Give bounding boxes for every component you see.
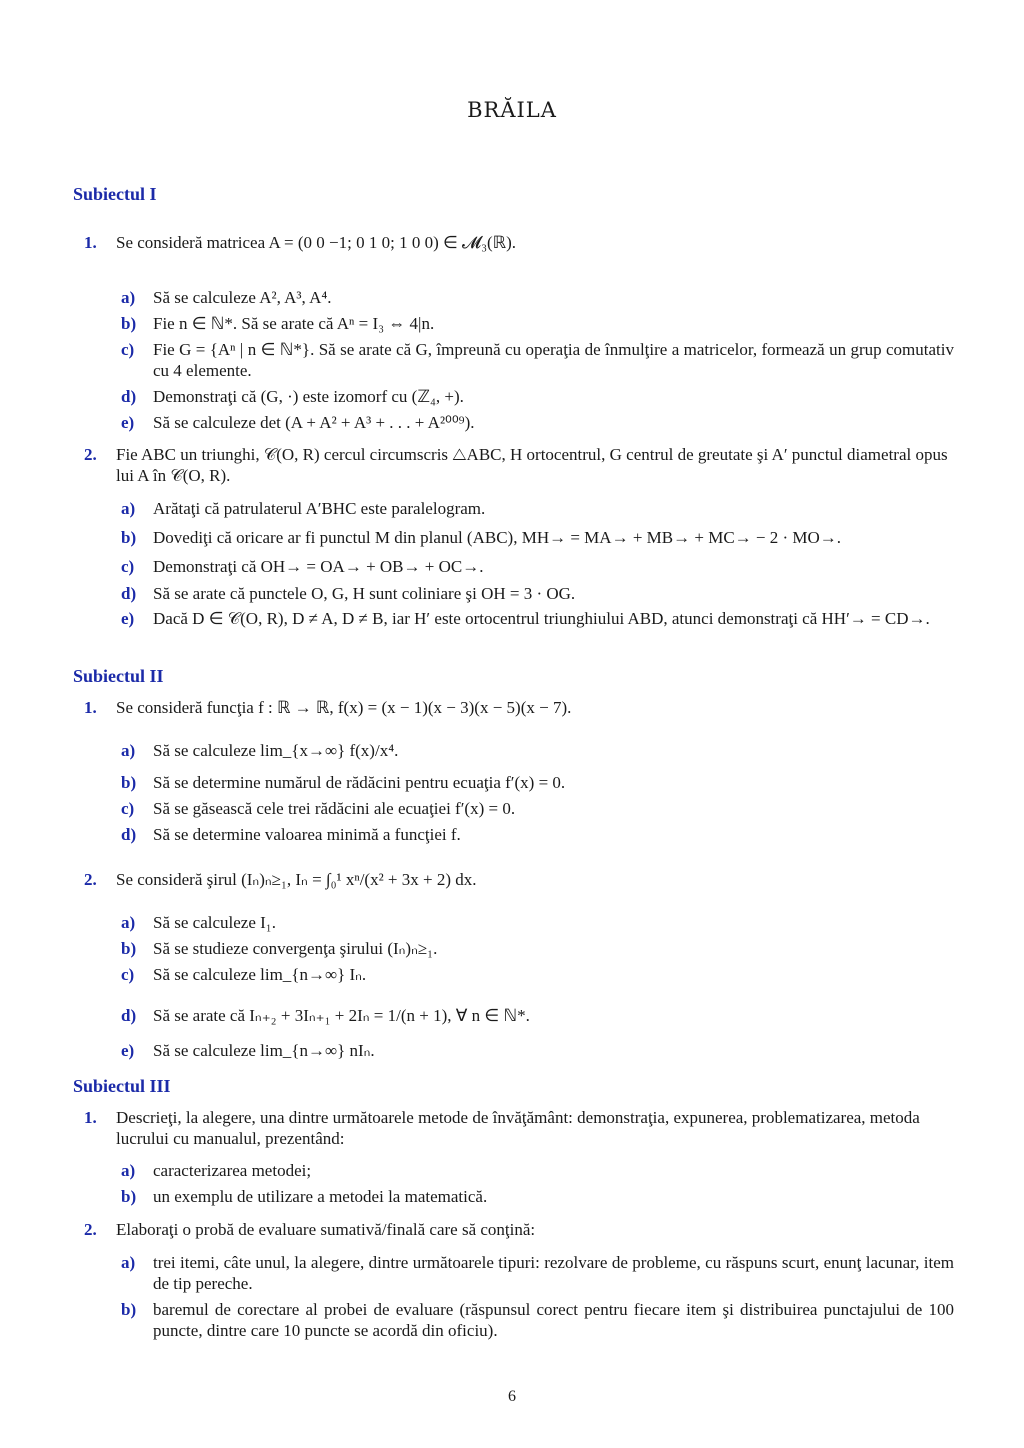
- item-text: Să se arate că punctele O, G, H sunt coliniare şi OH = 3 · OG.: [153, 584, 576, 603]
- item-label: e): [121, 413, 135, 432]
- item-label: a): [121, 1253, 136, 1272]
- list-item: [121, 412, 954, 433]
- item-text: Să se determine valoarea minimă a funcţiei f.: [153, 825, 461, 844]
- item-text: Să se calculeze I₁.: [153, 913, 276, 932]
- item-text: Arătaţi că patrulaterul A′BHC este paralelogram.: [153, 499, 486, 518]
- item-label: a): [121, 499, 136, 518]
- item-label: a): [121, 913, 136, 932]
- problem: [84, 1107, 954, 1149]
- list-item: [121, 772, 954, 793]
- item-text: trei itemi, câte unul, la alegere, dintre următoarele tipuri: rezolvare de probleme, cu răspuns scurt, enunţ lacunar, item de tip pereche.: [153, 1253, 954, 1293]
- problem-number: 2.: [84, 870, 97, 889]
- item-label: a): [121, 741, 136, 760]
- item-text: caracterizarea metodei;: [153, 1161, 312, 1180]
- item-label: d): [121, 584, 137, 603]
- list-item: [121, 1252, 954, 1294]
- item-text: Să se calculeze lim_{x→∞} f(x)/x⁴.: [153, 741, 399, 760]
- item-label: c): [121, 557, 135, 576]
- item-text: Să se calculeze lim_{n→∞} Iₙ.: [153, 965, 367, 984]
- item-label: c): [121, 340, 135, 359]
- page-title: BRĂILA: [467, 98, 557, 122]
- list-item: [121, 912, 954, 933]
- section-heading: Subiectul III: [73, 1076, 171, 1096]
- problem-text: Se consideră funcţia f : ℝ → ℝ, f(x) = (x − 1)(x − 3)(x − 5)(x − 7).: [116, 698, 572, 717]
- item-text: baremul de corectare al probei de evaluare (răspunsul corect pentru fiecare item şi distribuirea punctajului de 100 puncte, dintre care 10 puncte se acordă din oficiu).: [153, 1300, 954, 1340]
- item-text: Demonstraţi că OH→ = OA→ + OB→ + OC→.: [153, 557, 484, 576]
- item-label: c): [121, 799, 135, 818]
- item-text: Să se arate că Iₙ₊₂ + 3Iₙ₊₁ + 2Iₙ = 1/(n + 1), ∀ n ∈ ℕ*.: [153, 1006, 530, 1025]
- item-text: Să se calculeze A², A³, A⁴.: [153, 288, 332, 307]
- list-item: [121, 313, 954, 334]
- problem-number: 2.: [84, 445, 97, 464]
- problem: [84, 869, 954, 890]
- item-label: d): [121, 1006, 137, 1025]
- list-item: [121, 339, 954, 381]
- list-item: [121, 1005, 954, 1026]
- item-text: Dovediţi că oricare ar fi punctul M din planul (ABC), MH→ = MA→ + MB→ + MC→ − 2 · MO→.: [153, 528, 842, 547]
- item-text: Fie n ∈ ℕ*. Să se arate că Aⁿ = I₃ ⇔ 4|n.: [153, 314, 435, 333]
- list-item: [121, 824, 954, 845]
- problem-number: 1.: [84, 1108, 97, 1127]
- list-item: [121, 583, 954, 604]
- section-heading: Subiectul II: [73, 666, 164, 686]
- problem: [84, 697, 954, 718]
- list-item: [121, 964, 954, 985]
- problem-text: Se consideră şirul (Iₙ)ₙ≥₁, Iₙ = ∫₀¹ xⁿ/(x² + 3x + 2) dx.: [116, 870, 477, 889]
- item-text: Să se găsească cele trei rădăcini ale ecuaţiei f′(x) = 0.: [153, 799, 516, 818]
- item-label: b): [121, 773, 137, 792]
- list-item: [121, 1160, 954, 1181]
- problem-text: Elaboraţi o probă de evaluare sumativă/finală care să conţină:: [116, 1220, 536, 1239]
- list-item: [121, 740, 954, 761]
- section-heading: Subiectul I: [73, 184, 157, 204]
- item-label: e): [121, 609, 135, 628]
- item-label: a): [121, 1161, 136, 1180]
- problem: [84, 232, 954, 253]
- item-text: Fie G = {Aⁿ | n ∈ ℕ*}. Să se arate că G, împreună cu operaţia de înmulţire a matricelor, formează un grup comutativ cu 4 elemente.: [153, 340, 954, 380]
- list-item: [121, 498, 954, 519]
- list-item: [121, 608, 954, 629]
- item-text: Să se determine numărul de rădăcini pentru ecuaţia f′(x) = 0.: [153, 773, 566, 792]
- problem: [84, 1219, 954, 1240]
- item-label: e): [121, 1041, 135, 1060]
- problem-number: 1.: [84, 698, 97, 717]
- list-item: [121, 556, 954, 577]
- item-label: b): [121, 1300, 137, 1319]
- item-text: un exemplu de utilizare a metodei la matematică.: [153, 1187, 488, 1206]
- list-item: [121, 1186, 954, 1207]
- problem-text: Descrieţi, la alegere, una dintre următoarele metode de învăţământ: demonstraţia, expunerea, problematizarea, metoda lucrului cu manualul, prezentând:: [116, 1108, 920, 1148]
- item-label: d): [121, 387, 137, 406]
- problem-number: 1.: [84, 233, 97, 252]
- list-item: [121, 527, 954, 548]
- list-item: [121, 386, 954, 407]
- item-label: b): [121, 1187, 137, 1206]
- item-text: Dacă D ∈ 𝒞(O, R), D ≠ A, D ≠ B, iar H′ este ortocentrul triunghiului ABD, atunci demonstraţi că HH′→ = CD→.: [153, 609, 930, 628]
- list-item: [121, 938, 954, 959]
- problem: [84, 444, 954, 486]
- item-text: Să se calculeze lim_{n→∞} nIₙ.: [153, 1041, 375, 1060]
- list-item: [121, 1040, 954, 1061]
- item-label: a): [121, 288, 136, 307]
- list-item: [121, 798, 954, 819]
- item-label: b): [121, 314, 137, 333]
- item-label: b): [121, 528, 137, 547]
- item-text: Să se calculeze det (A + A² + A³ + . . . + A²⁰⁰⁹).: [153, 413, 475, 432]
- item-text: Demonstraţi că (G, ·) este izomorf cu (ℤ₄, +).: [153, 387, 464, 406]
- item-label: c): [121, 965, 135, 984]
- item-label: b): [121, 939, 137, 958]
- problem-text: Se consideră matricea A = (0 0 −1; 0 1 0; 1 0 0) ∈ 𝓜₃(ℝ).: [116, 233, 517, 252]
- page-number: 6: [508, 1388, 516, 1405]
- problem-text: Fie ABC un triunghi, 𝒞(O, R) cercul circumscris △ABC, H ortocentrul, G centrul de greutate şi A′ punctul diametral opus lui A în 𝒞(O, R).: [116, 445, 948, 485]
- item-label: d): [121, 825, 137, 844]
- item-text: Să se studieze convergenţa şirului (Iₙ)ₙ≥₁.: [153, 939, 438, 958]
- problem-number: 2.: [84, 1220, 97, 1239]
- list-item: [121, 287, 954, 308]
- list-item: [121, 1299, 954, 1341]
